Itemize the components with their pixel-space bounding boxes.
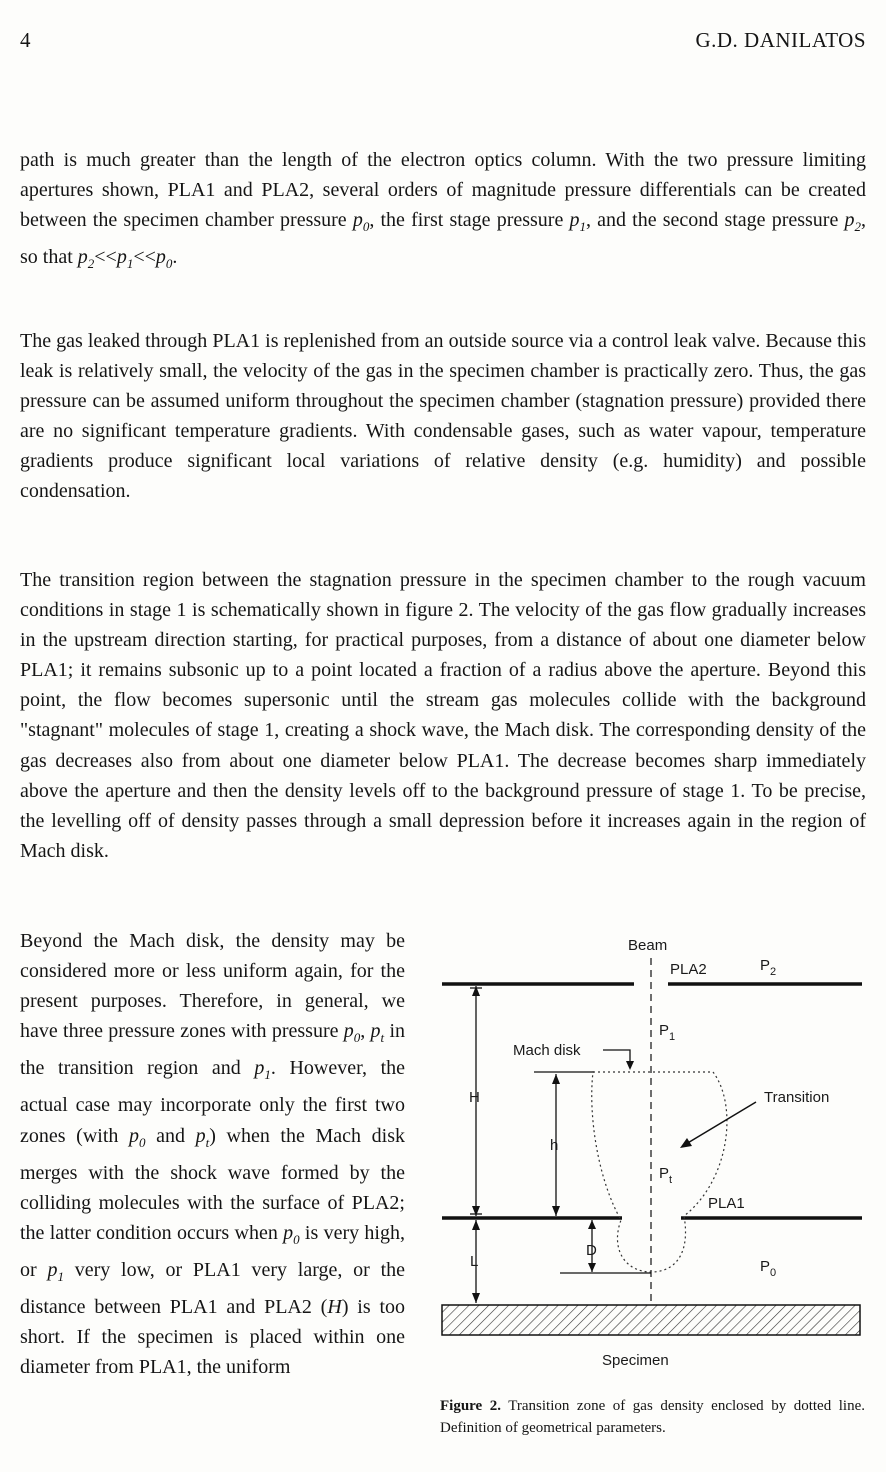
label-p1: $P_1$ [659, 1022, 676, 1043]
running-header-author: G.D. DANILATOS [695, 28, 866, 52]
label-transition: Transition [764, 1089, 830, 1106]
figure-caption: Figure 2. Transition zone of gas density enclosed by dotted line. Definition of geometrical parameters. [440, 1398, 865, 1436]
paragraph-3-continued: Beyond the Mach disk, the density may be considered more or less uniform again, for the present purposes. Therefore, in general, we have three pressure zones with pressure $p_0$, $p_t$ in the transition region and $p_1$. However, the actual case may incorporate only the first two zones (with $p_0$ and $p_t$) when the Mach disk merges with the shock wave formed by the colliding molecules with the surface of PLA2; the latter condition occurs when $p_0$ is very high, or $p_1$ very low, or PLA1 very large, or the distance between PLA1 and PLA2 (H) is too short. If the specimen is placed within one diameter from PLA1, the uniform [20, 930, 406, 1379]
figure-2-diagram [438, 930, 866, 1378]
mach-disk-pointer [603, 1050, 630, 1066]
label-h: h [550, 1137, 559, 1154]
label-mach-disk: Mach disk [513, 1042, 581, 1059]
label-D: D [586, 1242, 597, 1259]
label-L: L [470, 1253, 479, 1270]
label-specimen: Specimen [602, 1352, 669, 1369]
label-p0: $P_0$ [760, 1258, 777, 1279]
label-p2: $P_2$ [760, 957, 777, 978]
paragraph-3: The transition region between the stagnation pressure in the specimen chamber to the rough vacuum conditions in stage 1 is schematically shown in figure 2. The velocity of the gas flow gradually increases in the upstream direction starting, for practical purposes, from a distance of about one diameter below PLA1; it remains subsonic up to a point located a fraction of a radius above the aperture. Beyond this point, the flow becomes supersonic until the stream gas molecules collide with the background "stagnant" molecules of stage 1, creating a shock wave, the Mach disk. The corresponding density of the gas decreases also from about one diameter below PLA1. The decrease becomes sharp immediately above the aperture and then the density levels off to the background pressure of stage 1. To be precise, the levelling off of density passes through a small depression before it increases again in the region of Mach disk. [20, 569, 866, 862]
label-pt: $P_t$ [659, 1165, 673, 1186]
label-beam: Beam [628, 937, 668, 954]
transition-arrow [686, 1102, 756, 1144]
paragraph-1: path is much greater than the length of the electron optics column. With the two pressure limiting apertures shown, PLA1 and PLA2, several orders of magnitude pressure differentials can be created between the specimen chamber pressure $p_0$, the first stage pressure $p_1$, and the second stage pressure $p_2$, so that $p_2<<p_1<<p_0$. [20, 149, 866, 272]
specimen-block [442, 1305, 860, 1335]
label-pla2: PLA2 [670, 961, 707, 978]
paragraph-2: The gas leaked through PLA1 is replenished from an outside source via a control leak valve. Because this leak is relatively small, the velocity of the gas in the specimen chamber is practically zero. Thus, the gas pressure can be assumed uniform throughout the specimen chamber (stagnation pressure) provided there are no significant temperature gradients. With condensable gases, such as water vapour, temperature gradients produce significant local variations of relative density (e.g. humidity) and possible condensation. [20, 330, 866, 503]
label-pla1: PLA1 [708, 1195, 745, 1212]
label-H: H [469, 1089, 480, 1106]
page-number: 4 [20, 28, 31, 52]
